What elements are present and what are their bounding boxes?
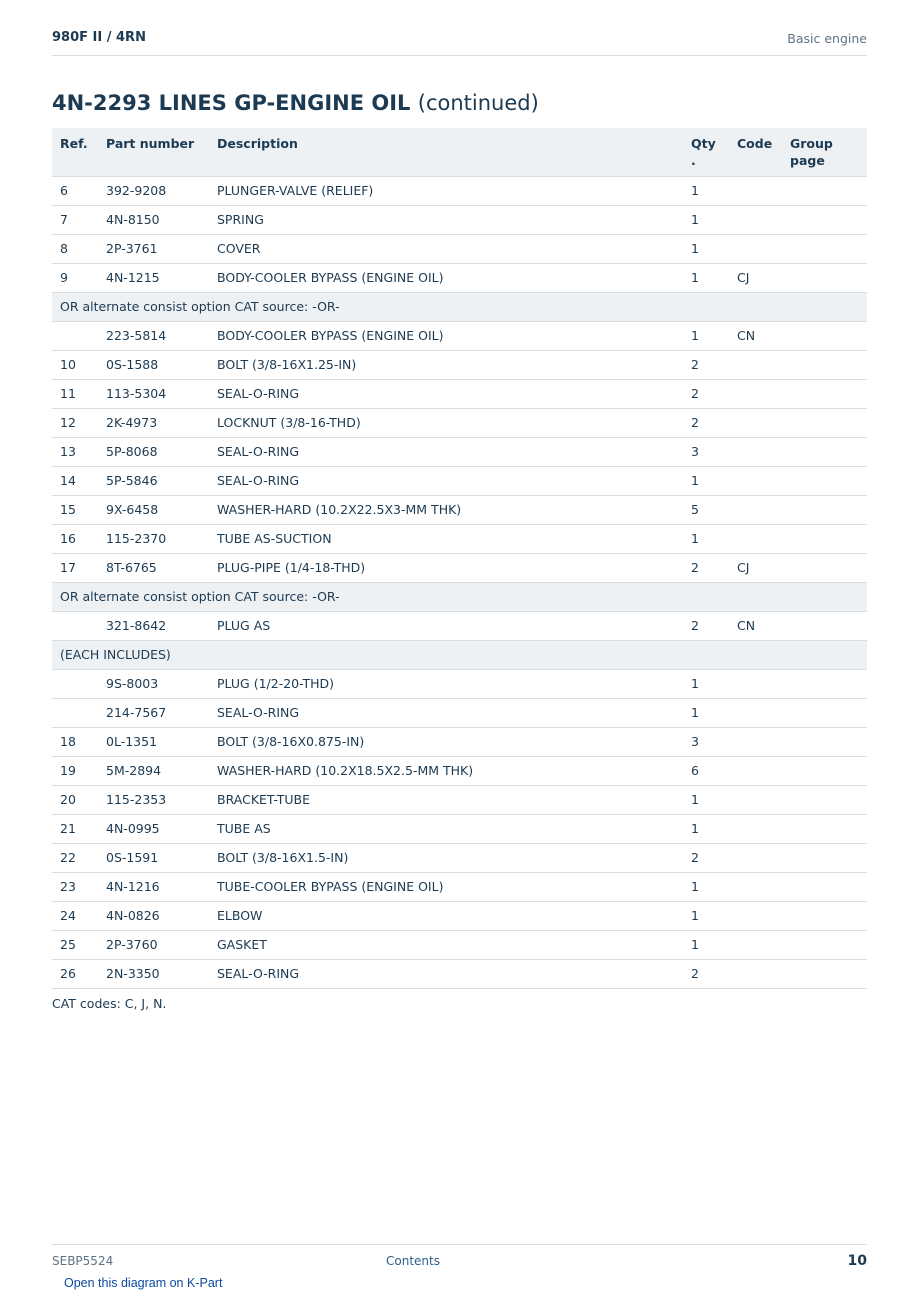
section-name: Basic engine (787, 31, 867, 46)
document-id: SEBP5524 (52, 1254, 114, 1268)
part-number-cell: 2P-3761 (98, 234, 209, 263)
page-header (52, 28, 867, 56)
group-page-cell (782, 408, 867, 437)
table-row (52, 321, 867, 350)
table-row (52, 553, 867, 582)
col-code-header: Code (729, 128, 782, 176)
ref-cell: 18 (52, 727, 98, 756)
group-page-cell (782, 263, 867, 292)
qty-cell: 5 (683, 495, 729, 524)
description-cell: SEAL-O-RING (209, 379, 683, 408)
group-page-cell (782, 756, 867, 785)
ref-cell: 11 (52, 379, 98, 408)
qty-cell: 1 (683, 234, 729, 263)
continued-label: (continued) (417, 91, 539, 115)
part-number-cell: 392-9208 (98, 176, 209, 205)
description-cell: BODY-COOLER BYPASS (ENGINE OIL) (209, 321, 683, 350)
part-number-cell: 2P-3760 (98, 930, 209, 959)
table-row (52, 785, 867, 814)
qty-cell: 3 (683, 437, 729, 466)
qty-cell: 2 (683, 379, 729, 408)
part-number-cell: 5M-2894 (98, 756, 209, 785)
description-cell: TUBE-COOLER BYPASS (ENGINE OIL) (209, 872, 683, 901)
part-number-cell: 113-5304 (98, 379, 209, 408)
qty-cell: 2 (683, 350, 729, 379)
group-page-cell (782, 495, 867, 524)
group-page-cell (782, 727, 867, 756)
code-cell (729, 756, 782, 785)
table-row (52, 408, 867, 437)
code-cell (729, 234, 782, 263)
group-page-cell (782, 524, 867, 553)
description-cell: WASHER-HARD (10.2X18.5X2.5-MM THK) (209, 756, 683, 785)
group-page-cell (782, 901, 867, 930)
qty-cell: 2 (683, 959, 729, 988)
code-cell: CN (729, 611, 782, 640)
group-title: 4N-2293 LINES GP-ENGINE OIL (52, 91, 411, 115)
group-page-cell (782, 321, 867, 350)
description-cell: TUBE AS-SUCTION (209, 524, 683, 553)
code-cell (729, 524, 782, 553)
table-row (52, 872, 867, 901)
table-row (52, 350, 867, 379)
col-qty-header: Qty . (683, 128, 729, 176)
table-header-row (52, 128, 867, 176)
ref-cell: 14 (52, 466, 98, 495)
qty-cell: 6 (683, 756, 729, 785)
part-number-cell: 8T-6765 (98, 553, 209, 582)
qty-cell: 2 (683, 553, 729, 582)
table-row (52, 437, 867, 466)
table-row (52, 727, 867, 756)
qty-cell: 1 (683, 524, 729, 553)
table-row (52, 176, 867, 205)
parts-table (52, 128, 867, 989)
description-cell: SEAL-O-RING (209, 698, 683, 727)
table-row (52, 524, 867, 553)
part-number-cell: 214-7567 (98, 698, 209, 727)
qty-cell: 2 (683, 843, 729, 872)
description-cell: BRACKET-TUBE (209, 785, 683, 814)
part-number-cell: 0S-1588 (98, 350, 209, 379)
note-text: OR alternate consist option CAT source: -OR- (52, 292, 867, 321)
description-cell: SPRING (209, 205, 683, 234)
code-cell: CJ (729, 553, 782, 582)
group-page-cell (782, 176, 867, 205)
col-description-header: Description (209, 128, 683, 176)
code-cell (729, 669, 782, 698)
description-cell: PLUG AS (209, 611, 683, 640)
ref-cell: 22 (52, 843, 98, 872)
table-row (52, 669, 867, 698)
ref-cell (52, 669, 98, 698)
description-cell: PLUG (1/2-20-THD) (209, 669, 683, 698)
table-row (52, 205, 867, 234)
description-cell: BOLT (3/8-16X0.875-IN) (209, 727, 683, 756)
table-row (52, 901, 867, 930)
group-page-cell (782, 930, 867, 959)
qty-cell: 1 (683, 698, 729, 727)
group-page-cell (782, 350, 867, 379)
group-page-cell (782, 814, 867, 843)
ref-cell: 7 (52, 205, 98, 234)
code-cell (729, 350, 782, 379)
code-cell (729, 785, 782, 814)
description-cell: BODY-COOLER BYPASS (ENGINE OIL) (209, 263, 683, 292)
ref-cell: 26 (52, 959, 98, 988)
code-cell (729, 408, 782, 437)
group-page-cell (782, 437, 867, 466)
qty-cell: 1 (683, 466, 729, 495)
qty-cell: 2 (683, 611, 729, 640)
table-row (52, 843, 867, 872)
ref-cell: 10 (52, 350, 98, 379)
code-cell (729, 930, 782, 959)
code-cell: CN (729, 321, 782, 350)
code-cell (729, 727, 782, 756)
ref-cell: 21 (52, 814, 98, 843)
description-cell: SEAL-O-RING (209, 959, 683, 988)
part-number-cell: 5P-8068 (98, 437, 209, 466)
code-cell: CJ (729, 263, 782, 292)
qty-cell: 2 (683, 408, 729, 437)
description-cell: GASKET (209, 930, 683, 959)
group-page-cell (782, 872, 867, 901)
description-cell: COVER (209, 234, 683, 263)
ref-cell: 25 (52, 930, 98, 959)
group-page-cell (782, 698, 867, 727)
qty-cell: 1 (683, 205, 729, 234)
table-note-row (52, 582, 867, 611)
part-number-cell: 4N-0826 (98, 901, 209, 930)
table-note-row (52, 292, 867, 321)
description-cell: PLUNGER-VALVE (RELIEF) (209, 176, 683, 205)
group-page-cell (782, 959, 867, 988)
group-page-cell (782, 553, 867, 582)
ref-cell: 15 (52, 495, 98, 524)
part-number-cell: 321-8642 (98, 611, 209, 640)
part-number-cell: 9X-6458 (98, 495, 209, 524)
qty-cell: 1 (683, 930, 729, 959)
code-cell (729, 698, 782, 727)
table-row (52, 495, 867, 524)
code-cell (729, 205, 782, 234)
group-page-cell (782, 234, 867, 263)
description-cell: LOCKNUT (3/8-16-THD) (209, 408, 683, 437)
description-cell: ELBOW (209, 901, 683, 930)
machine-model: 980F II / 4RN (52, 30, 146, 45)
contents-link[interactable]: Contents (386, 1254, 440, 1268)
col-group-page-header: Group page (782, 128, 867, 176)
col-part-number-header: Part number (98, 128, 209, 176)
part-number-cell: 4N-8150 (98, 205, 209, 234)
code-cell (729, 901, 782, 930)
table-row (52, 756, 867, 785)
qty-cell: 1 (683, 321, 729, 350)
group-page-cell (782, 611, 867, 640)
ref-cell: 23 (52, 872, 98, 901)
group-page-cell (782, 843, 867, 872)
ref-cell: 8 (52, 234, 98, 263)
group-page-cell (782, 379, 867, 408)
code-cell (729, 466, 782, 495)
part-number-cell: 4N-1216 (98, 872, 209, 901)
part-number-cell: 0S-1591 (98, 843, 209, 872)
qty-cell: 1 (683, 872, 729, 901)
qty-cell: 1 (683, 901, 729, 930)
part-number-cell: 223-5814 (98, 321, 209, 350)
code-cell (729, 814, 782, 843)
part-number-cell: 115-2353 (98, 785, 209, 814)
code-cell (729, 843, 782, 872)
description-cell: SEAL-O-RING (209, 466, 683, 495)
table-row (52, 379, 867, 408)
group-page-cell (782, 669, 867, 698)
part-number-cell: 0L-1351 (98, 727, 209, 756)
ref-cell: 16 (52, 524, 98, 553)
code-cell (729, 379, 782, 408)
table-row (52, 611, 867, 640)
part-number-cell: 2N-3350 (98, 959, 209, 988)
qty-cell: 1 (683, 176, 729, 205)
part-number-cell: 5P-5846 (98, 466, 209, 495)
qty-cell: 3 (683, 727, 729, 756)
note-text: OR alternate consist option CAT source: -OR- (52, 582, 867, 611)
ref-cell: 19 (52, 756, 98, 785)
code-cell (729, 437, 782, 466)
open-on-kpart-link[interactable]: Open this diagram on K-Part (64, 1276, 223, 1290)
table-row (52, 959, 867, 988)
note-text: (EACH INCLUDES) (52, 640, 867, 669)
table-row (52, 814, 867, 843)
qty-cell: 1 (683, 785, 729, 814)
page-title (52, 91, 539, 115)
part-number-cell: 115-2370 (98, 524, 209, 553)
code-cell (729, 176, 782, 205)
qty-cell: 1 (683, 263, 729, 292)
qty-cell: 1 (683, 669, 729, 698)
description-cell: TUBE AS (209, 814, 683, 843)
ref-cell (52, 321, 98, 350)
ref-cell (52, 698, 98, 727)
ref-cell: 6 (52, 176, 98, 205)
table-row (52, 263, 867, 292)
description-cell: BOLT (3/8-16X1.5-IN) (209, 843, 683, 872)
ref-cell: 20 (52, 785, 98, 814)
table-row (52, 466, 867, 495)
table-note-row (52, 640, 867, 669)
code-cell (729, 959, 782, 988)
description-cell: PLUG-PIPE (1/4-18-THD) (209, 553, 683, 582)
qty-cell: 1 (683, 814, 729, 843)
group-page-cell (782, 785, 867, 814)
part-number-cell: 9S-8003 (98, 669, 209, 698)
table-row (52, 698, 867, 727)
part-number-cell: 4N-0995 (98, 814, 209, 843)
parts-table-body (52, 176, 867, 988)
description-cell: SEAL-O-RING (209, 437, 683, 466)
part-number-cell: 4N-1215 (98, 263, 209, 292)
code-cell (729, 872, 782, 901)
ref-cell: 9 (52, 263, 98, 292)
code-cell (729, 495, 782, 524)
group-page-cell (782, 205, 867, 234)
page-number: 10 (847, 1253, 867, 1269)
cat-codes-note: CAT codes: C, J, N. (52, 996, 167, 1011)
ref-cell: 13 (52, 437, 98, 466)
group-page-cell (782, 466, 867, 495)
ref-cell: 24 (52, 901, 98, 930)
table-row (52, 930, 867, 959)
col-ref-header: Ref. (52, 128, 98, 176)
ref-cell: 17 (52, 553, 98, 582)
page-footer (52, 1244, 867, 1275)
table-row (52, 234, 867, 263)
ref-cell: 12 (52, 408, 98, 437)
description-cell: WASHER-HARD (10.2X22.5X3-MM THK) (209, 495, 683, 524)
ref-cell (52, 611, 98, 640)
part-number-cell: 2K-4973 (98, 408, 209, 437)
description-cell: BOLT (3/8-16X1.25-IN) (209, 350, 683, 379)
